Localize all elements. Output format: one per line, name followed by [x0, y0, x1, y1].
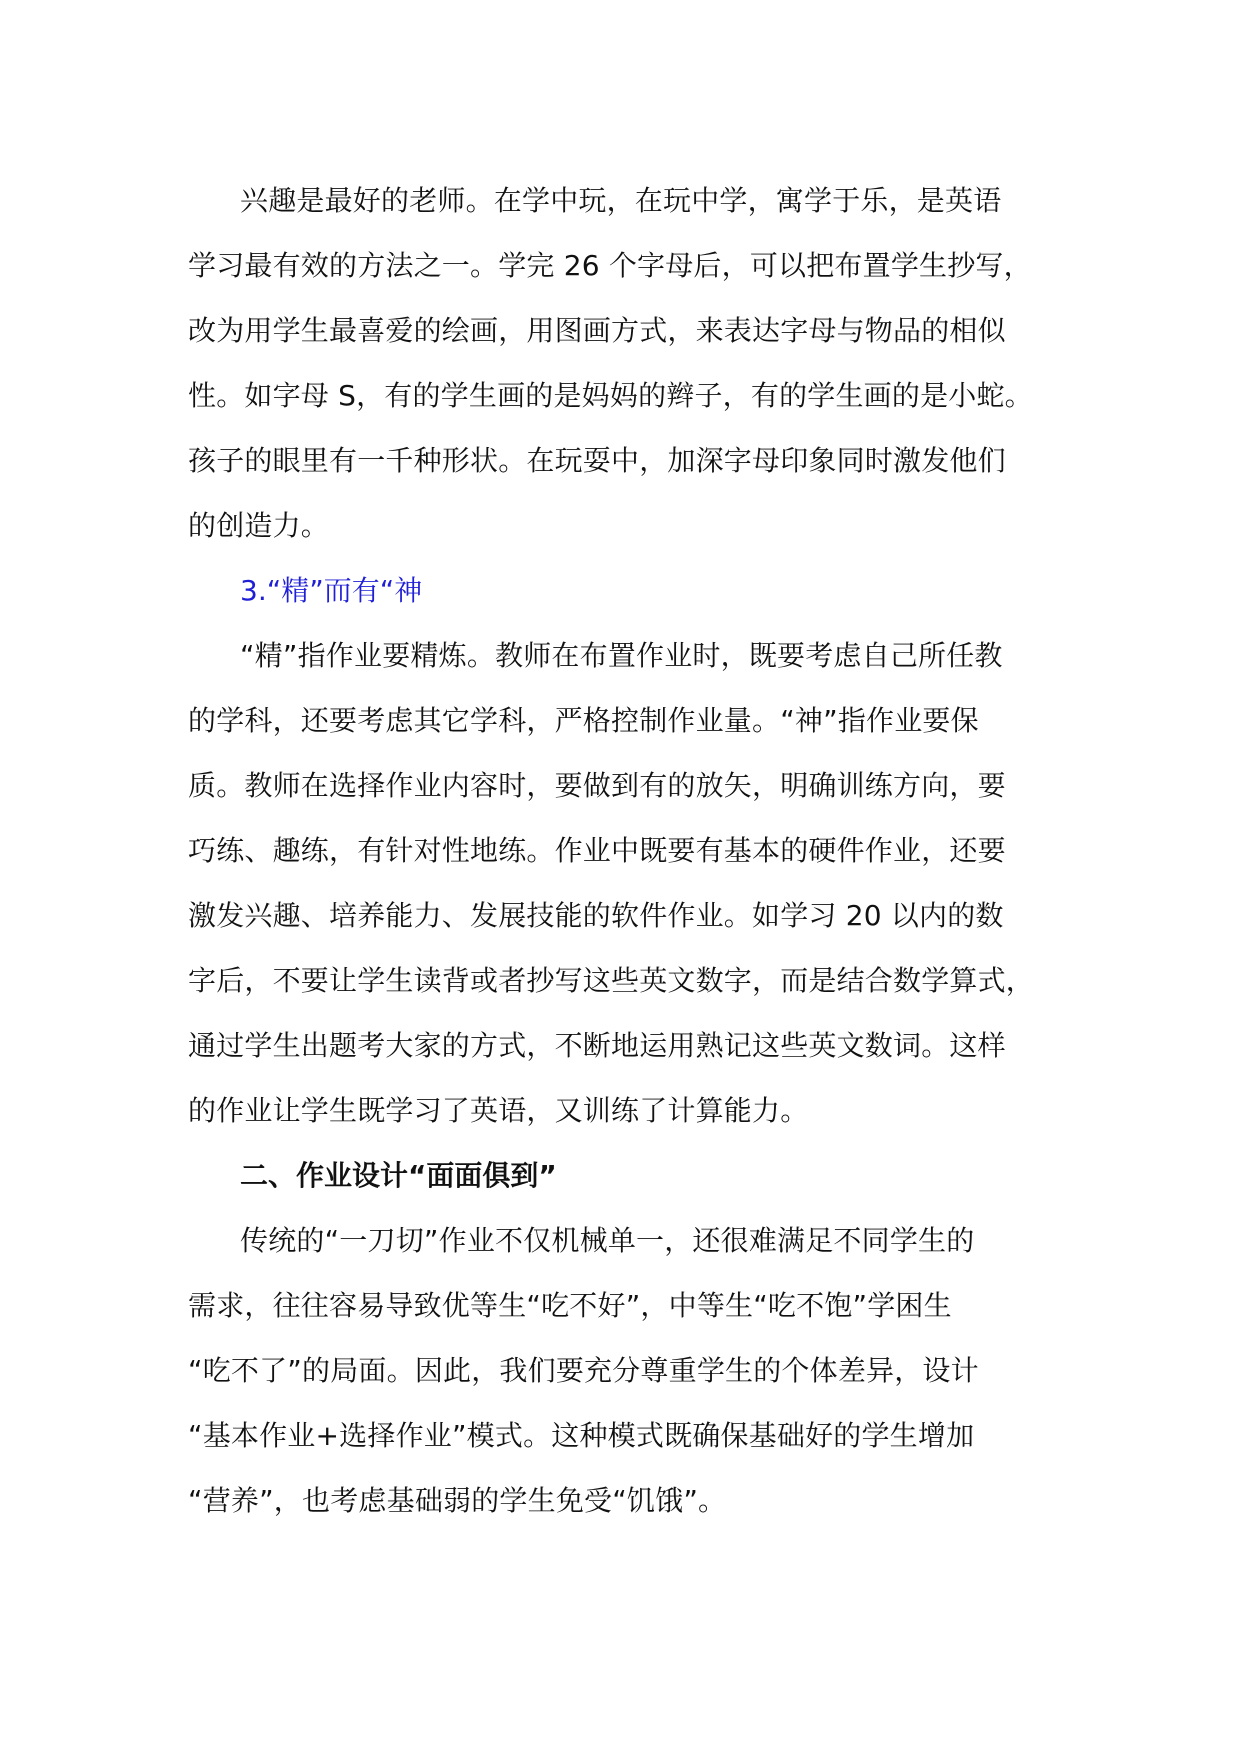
text-line: “基本作业+选择作业”模式。这种模式既确保基础好的学生增加	[188, 1419, 975, 1452]
document-body	[188, 168, 1072, 1533]
text-line: 激发兴趣、培养能力、发展技能的软件作业。如学习 20 以内的数	[188, 899, 1004, 932]
text-line: “营养”，也考虑基础弱的学生免受“饥饿”。	[188, 1484, 727, 1517]
text-line: 字后，不要让学生读背或者抄写这些英文数字，而是结合数学算式，	[188, 964, 1035, 997]
text-line: 改为用学生最喜爱的绘画，用图画方式，来表达字母与物品的相似	[188, 314, 1006, 347]
paragraph-interest	[188, 168, 1072, 558]
paragraph-refined	[188, 623, 1072, 1143]
text-line: 的作业让学生既学习了英语，又训练了计算能力。	[188, 1094, 809, 1127]
text-line: 的创造力。	[188, 509, 330, 542]
text-line: 孩子的眼里有一千种形状。在玩耍中，加深字母印象同时激发他们	[188, 444, 1006, 477]
text-line: 的学科，还要考虑其它学科，严格控制作业量。“神”指作业要保	[188, 704, 979, 737]
text-line: 性。如字母 S，有的学生画的是妈妈的辫子，有的学生画的是小蛇。	[188, 379, 1033, 412]
text-line: “吃不了”的局面。因此，我们要充分尊重学生的个体差异，设计	[188, 1354, 979, 1387]
section-heading-3: 3.“精”而有“神	[240, 574, 423, 607]
text-line: 传统的“一刀切”作业不仅机械单一，还很难满足不同学生的	[240, 1224, 975, 1257]
text-line: 质。教师在选择作业内容时，要做到有的放矢，明确训练方向，要	[188, 769, 1006, 802]
text-line: 巧练、趣练，有针对性地练。作业中既要有基本的硬件作业，还要	[188, 834, 1006, 867]
text-line: 需求，往往容易导致优等生“吃不好”，中等生“吃不饱”学困生	[188, 1289, 952, 1322]
text-line: 兴趣是最好的老师。在学中玩，在玩中学，寓学于乐，是英语	[240, 184, 1002, 217]
text-line: 学习最有效的方法之一。学完 26 个字母后，可以把布置学生抄写，	[188, 249, 1032, 282]
paragraph-traditional	[188, 1208, 1072, 1533]
text-line: 通过学生出题考大家的方式，不断地运用熟记这些英文数词。这样	[188, 1029, 1006, 1062]
text-line: “精”指作业要精炼。教师在布置作业时，既要考虑自己所任教	[240, 639, 1003, 672]
section-heading-2: 二、作业设计“面面俱到”	[240, 1159, 557, 1192]
